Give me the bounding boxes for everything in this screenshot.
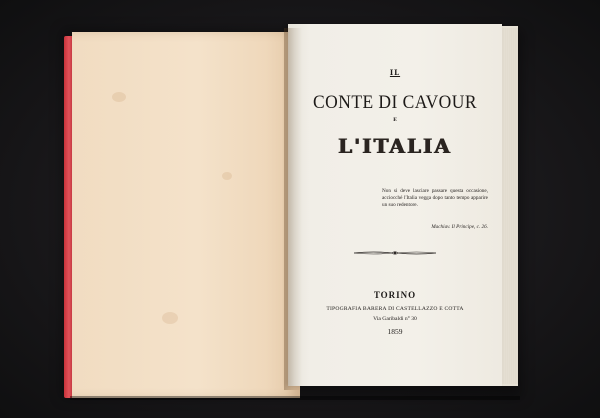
imprint-address: Via Garibaldi n° 30 — [373, 316, 417, 322]
imprint-printer: TIPOGRAFIA BARERA DI CASTELLAZZO E COTTA — [326, 306, 464, 312]
bottom-shadow — [70, 396, 520, 400]
main-title: CONTE DI CAVOUR — [313, 92, 477, 113]
title-article: IL — [389, 68, 401, 77]
flyleaf-page — [72, 32, 300, 398]
imprint-year: 1859 — [387, 327, 403, 336]
foxing-spot — [112, 92, 126, 102]
imprint-place: TORINO — [373, 290, 417, 300]
epigraph-source: Machiav. Il Principe, c. 26. — [431, 224, 488, 230]
ornament-rule — [352, 250, 438, 256]
subtitle: L'ITALIA — [338, 134, 452, 158]
page-stack-edge — [500, 28, 518, 384]
foxing-spot — [162, 312, 178, 324]
foxing-spot — [222, 172, 232, 180]
epigraph: Non si deve lasciare passare questa occasione, acciocché l'Italia vegga dopo tanto tempo apparire un suo redentore. — [382, 188, 488, 209]
title-page — [288, 24, 502, 386]
book-gutter — [284, 28, 302, 390]
title-conjunction: E — [393, 117, 397, 123]
